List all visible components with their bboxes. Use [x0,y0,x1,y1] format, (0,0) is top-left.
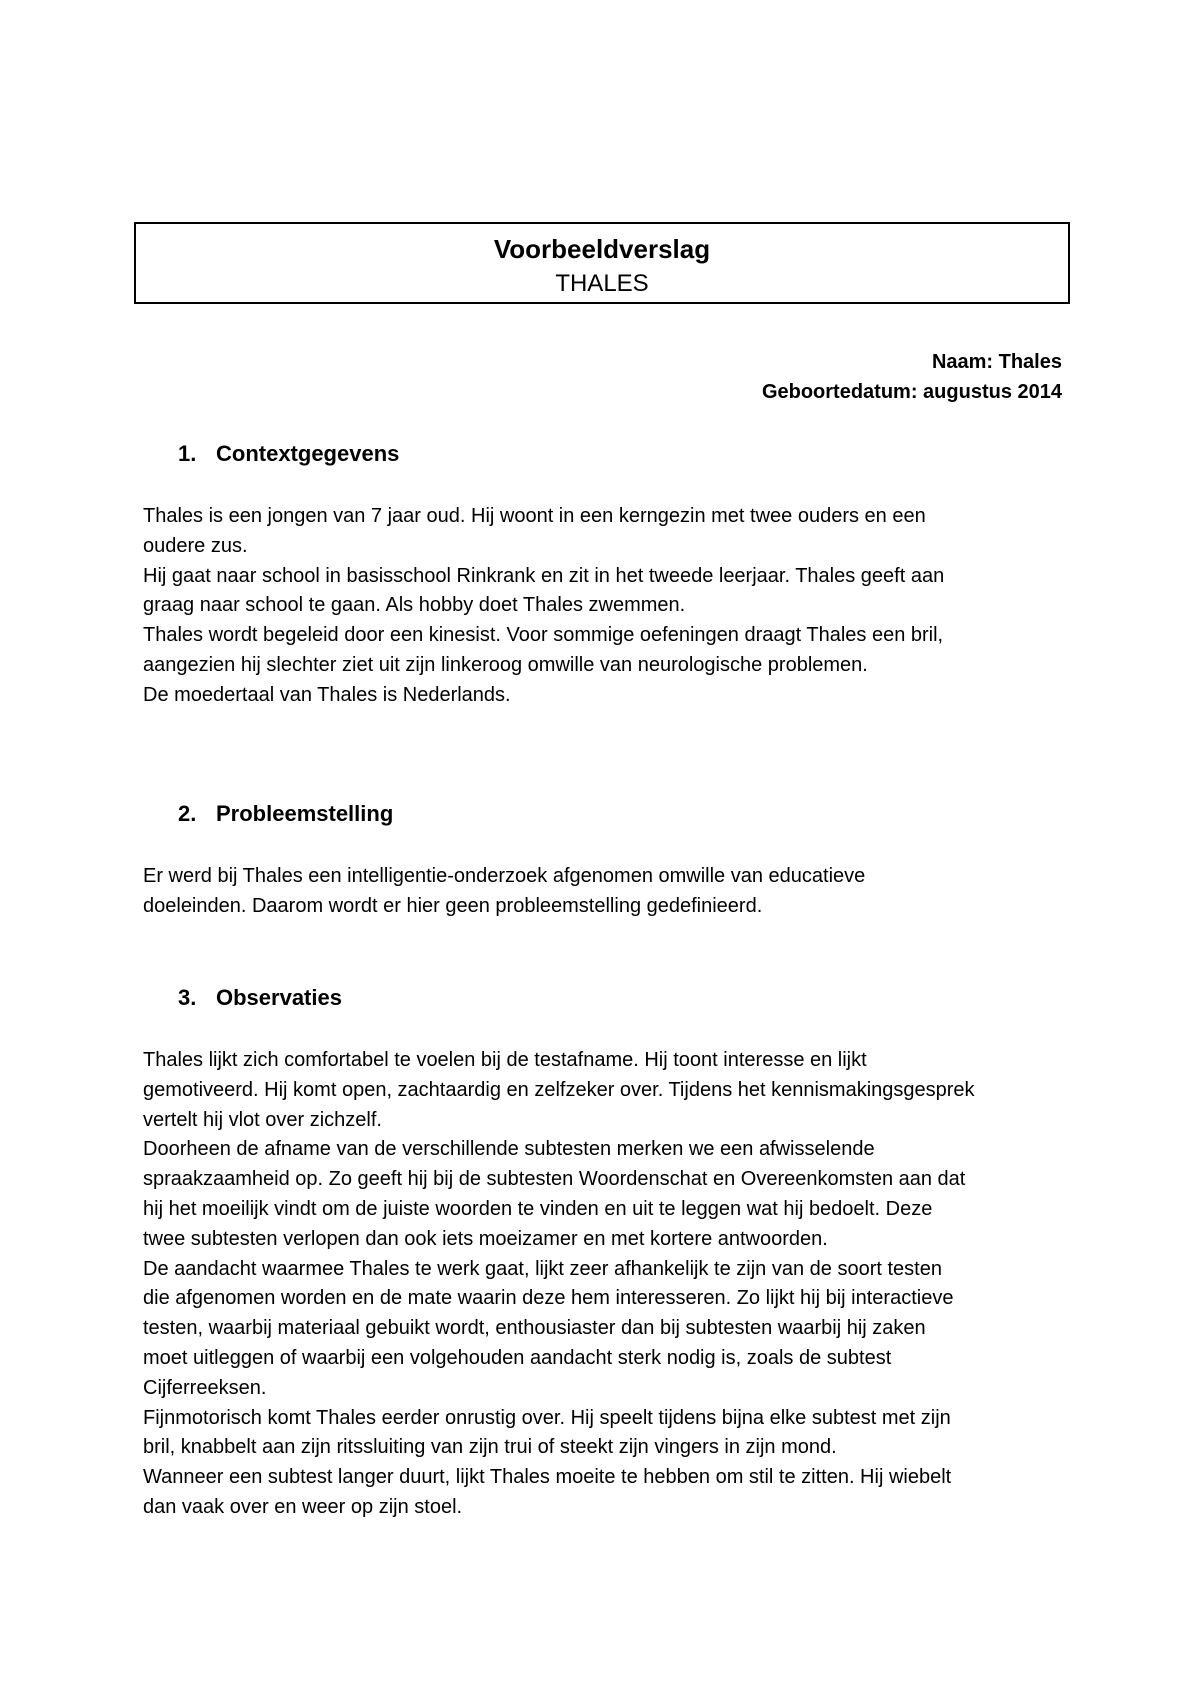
paragraph-line: De moedertaal van Thales is Nederlands. [143,683,511,706]
paragraph-line: aangezien hij slechter ziet uit zijn linkeroog omwille van neurologische problemen. [143,653,868,676]
paragraph-line: Hij gaat naar school in basisschool Rinkrank en zit in het tweede leerjaar. Thales geeft aan [143,564,945,587]
paragraph-line: gemotiveerd. Hij komt open, zachtaardig en zelfzeker over. Tijdens het kennismakingsgesprek [143,1078,975,1101]
paragraph-line: twee subtesten verlopen dan ook iets moeizamer en met kortere antwoorden. [143,1227,828,1250]
section-title: Probleemstelling [216,801,394,826]
section-body-contextgegevens [143,502,1073,711]
section-heading-probleemstelling [178,800,393,828]
section-body-observaties [143,1046,1073,1523]
paragraph-line: oudere zus. [143,534,248,557]
section-number: 3. [178,985,197,1010]
title-box [134,222,1070,304]
section-number: 2. [178,801,197,826]
paragraph-line: doeleinden. Daarom wordt er hier geen probleemstelling gedefinieerd. [143,894,763,917]
paragraph-line: die afgenomen worden en de mate waarin deze hem interesseren. Zo lijkt hij bij interactieve [143,1287,954,1310]
paragraph-line: bril, knabbelt aan zijn ritssluiting van zijn trui of steekt zijn vingers in zijn mond. [143,1436,837,1459]
paragraph-line: Er werd bij Thales een intelligentie-onderzoek afgenomen omwille van educatieve [143,865,866,887]
paragraph-line: hij het moeilijk vindt om de juiste woorden te vinden en uit te leggen wat hij bedoelt. Deze [143,1197,933,1220]
section-heading-contextgegevens [178,440,399,468]
section-body-probleemstelling [143,862,1073,922]
paragraph-line: spraakzaamheid op. Zo geeft hij bij de subtesten Woordenschat en Overeenkomsten aan dat [143,1168,966,1191]
document-title: Voorbeeldverslag [493,234,711,264]
meta-name: Naam: Thales [931,351,1062,373]
section-number: 1. [178,441,197,466]
paragraph-line: moet uitleggen of waarbij een volgehouden aandacht sterk nodig is, zoals de subtest [143,1346,892,1369]
meta-birthdate: Geboortedatum: augustus 2014 [761,381,1062,403]
paragraph-line: dan vaak over en weer op zijn stoel. [143,1495,463,1518]
paragraph-line: Doorheen de afname van de verschillende subtesten merken we een afwisselende [143,1138,875,1161]
section-heading-observaties [178,984,342,1012]
document-subtitle: THALES [555,270,649,297]
paragraph-line: Thales lijkt zich comfortabel te voelen bij de testafname. Hij toont interesse en lijkt [143,1049,867,1071]
paragraph-line: Thales is een jongen van 7 jaar oud. Hij woont in een kerngezin met twee ouders en een [143,505,926,527]
paragraph-line: Cijferreeksen. [143,1376,267,1399]
paragraph-line: graag naar school te gaan. Als hobby doet Thales zwemmen. [143,594,686,617]
paragraph-line: vertelt hij vlot over zichzelf. [143,1108,382,1131]
paragraph-line: testen, waarbij materiaal gebuikt wordt, enthousiaster dan bij subtesten waarbij hij zaken [143,1317,926,1340]
paragraph-line: Fijnmotorisch komt Thales eerder onrustig over. Hij speelt tijdens bijna elke subtest met zijn [143,1406,951,1429]
paragraph-line: Wanneer een subtest langer duurt, lijkt Thales moeite te hebben om stil te zitten. Hij wiebelt [143,1466,952,1489]
paragraph-line: Thales wordt begeleid door een kinesist. Voor sommige oefeningen draagt Thales een bril, [143,624,944,647]
section-title: Contextgegevens [216,441,400,466]
paragraph-line: De aandacht waarmee Thales te werk gaat, lijkt zeer afhankelijk te zijn van de soort testen [143,1257,942,1280]
section-title: Observaties [216,985,342,1010]
